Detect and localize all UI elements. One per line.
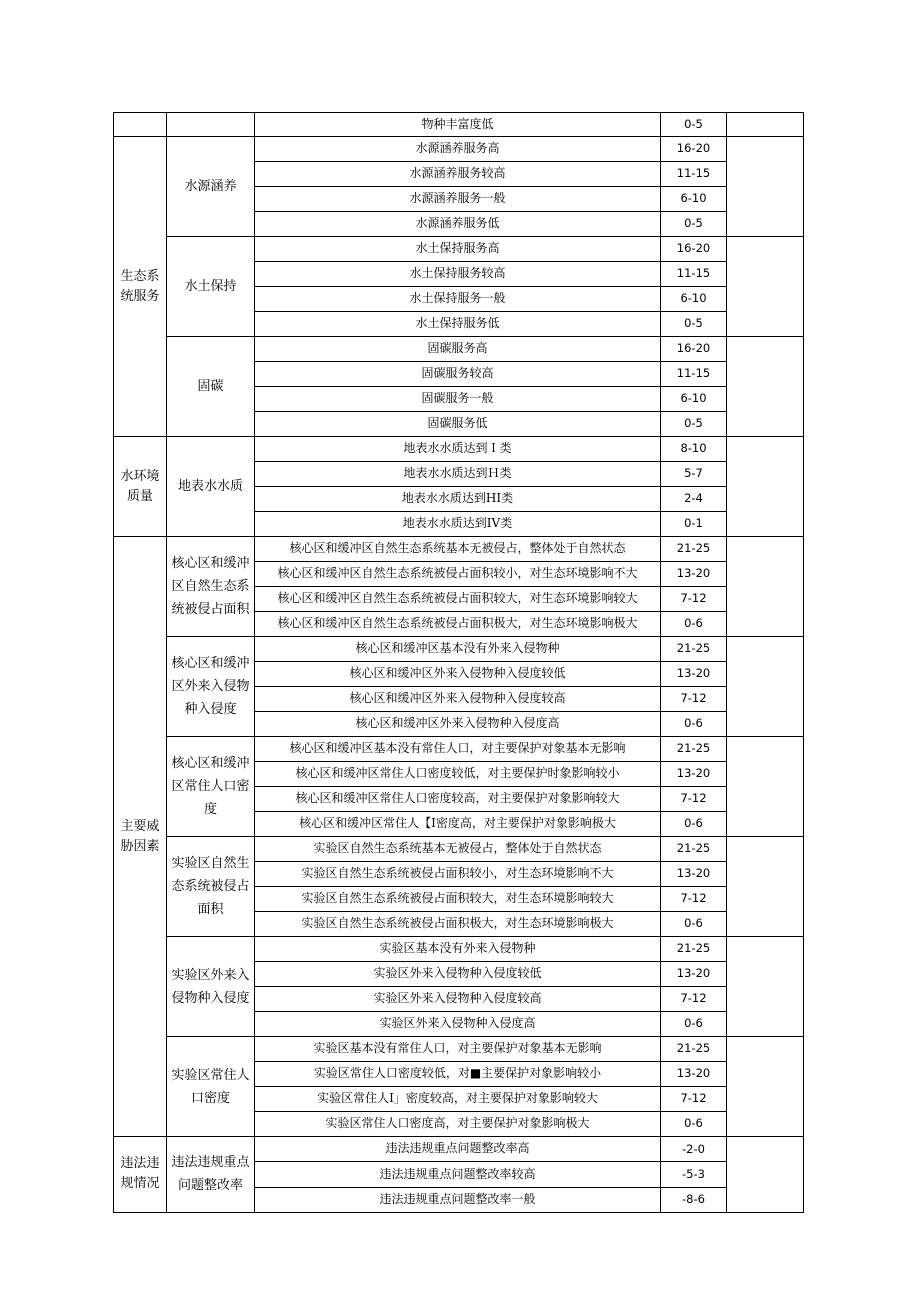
score-cell: 21-25 <box>661 837 727 862</box>
score-cell: 7-12 <box>661 687 727 712</box>
score-cell: 16-20 <box>661 137 727 162</box>
remark-cell <box>727 1037 804 1137</box>
subcategory-cell: 核心区和缓冲区常住人口密度 <box>167 737 255 837</box>
category-cell: 水环境质量 <box>114 437 167 537</box>
indicator-cell: 实验区自然生态系统被侵占面积极大，对生态环境影响极大 <box>255 912 661 937</box>
score-cell: 0-6 <box>661 812 727 837</box>
indicator-cell: 水源涵养服务高 <box>255 137 661 162</box>
subcategory-cell: 实验区常住人口密度 <box>167 1037 255 1137</box>
indicator-cell: 核心区和缓冲区外来入侵物种入侵度较高 <box>255 687 661 712</box>
remark-cell <box>727 1137 804 1213</box>
indicator-cell: 地表水水质达到Ｉ类 <box>255 437 661 462</box>
subcategory-cell: 实验区自然生态系统被侵占面积 <box>167 837 255 937</box>
indicator-cell: 水土保持服务较高 <box>255 262 661 287</box>
score-cell: 2-4 <box>661 487 727 512</box>
category-cell: 违法违规情况 <box>114 1137 167 1213</box>
indicator-cell: 实验区自然生态系统被侵占面积较小，对生态环境影响不大 <box>255 862 661 887</box>
indicator-cell: 水土保持服务高 <box>255 237 661 262</box>
score-cell: 11-15 <box>661 362 727 387</box>
indicator-cell: 核心区和缓冲区基本没有常住人口，对主要保护对象基本无影响 <box>255 737 661 762</box>
score-cell: 0-5 <box>661 312 727 337</box>
indicator-cell: 违法违规重点问题整改率高 <box>255 1137 661 1162</box>
score-cell: 0-6 <box>661 912 727 937</box>
indicator-cell: 实验区常住人I」密度较高，对主要保护对象影响较大 <box>255 1087 661 1112</box>
score-cell: 16-20 <box>661 337 727 362</box>
score-cell: 6-10 <box>661 387 727 412</box>
score-cell: -5-3 <box>661 1162 727 1187</box>
indicator-cell: 核心区和缓冲区自然生态系统被侵占面积极大，对生态环境影响极大 <box>255 612 661 637</box>
indicator-cell: 核心区和缓冲区常住人【I密度高，对主要保护对象影响极大 <box>255 812 661 837</box>
score-cell: -8-6 <box>661 1187 727 1212</box>
score-cell: 0-5 <box>661 113 727 137</box>
remark-cell <box>727 437 804 537</box>
indicator-cell: 固碳服务较高 <box>255 362 661 387</box>
score-cell: 13-20 <box>661 862 727 887</box>
subcategory-cell <box>167 113 255 137</box>
score-cell: 7-12 <box>661 887 727 912</box>
indicator-cell: 实验区外来入侵物种入侵度高 <box>255 1012 661 1037</box>
indicator-cell: 核心区和缓冲区外来入侵物种入侵度高 <box>255 712 661 737</box>
score-cell: 13-20 <box>661 762 727 787</box>
remark-cell <box>727 113 804 137</box>
table-row <box>114 937 804 962</box>
subcategory-cell: 实验区外来入侵物种入侵度 <box>167 937 255 1037</box>
table-row <box>114 337 804 362</box>
indicator-cell: 水土保持服务低 <box>255 312 661 337</box>
scoring-table-body <box>114 113 804 1213</box>
indicator-cell: 核心区和缓冲区常住人口密度较高，对主要保护对象影响较大 <box>255 787 661 812</box>
remark-cell <box>727 737 804 837</box>
indicator-cell: 水土保持服务一般 <box>255 287 661 312</box>
score-cell: 0-5 <box>661 212 727 237</box>
score-cell: 0-6 <box>661 712 727 737</box>
remark-cell <box>727 837 804 937</box>
indicator-cell: 核心区和缓冲区常住人口密度较低，对主要保护时象影响较小 <box>255 762 661 787</box>
table-row <box>114 113 804 137</box>
remark-cell <box>727 937 804 1037</box>
table-row <box>114 737 804 762</box>
score-cell: 6-10 <box>661 287 727 312</box>
score-cell: 16-20 <box>661 237 727 262</box>
table-row <box>114 137 804 162</box>
score-cell: 21-25 <box>661 1037 727 1062</box>
indicator-cell: 实验区自然生态系统被侵占面积较大，对生态环境影响较大 <box>255 887 661 912</box>
indicator-cell: 固碳服务高 <box>255 337 661 362</box>
indicator-cell: 实验区外来入侵物种入侵度较低 <box>255 962 661 987</box>
remark-cell <box>727 237 804 337</box>
indicator-cell: 实验区自然生态系统基本无被侵占，整体处于自然状态 <box>255 837 661 862</box>
score-cell: 21-25 <box>661 737 727 762</box>
score-cell: -2-0 <box>661 1137 727 1162</box>
score-cell: 7-12 <box>661 1087 727 1112</box>
subcategory-cell: 违法违规重点问题整改率 <box>167 1137 255 1213</box>
score-cell: 13-20 <box>661 1062 727 1087</box>
subcategory-cell: 地表水水质 <box>167 437 255 537</box>
indicator-cell: 核心区和缓冲区自然生态系统基本无被侵占，整体处于自然状态 <box>255 537 661 562</box>
remark-cell <box>727 137 804 237</box>
table-row <box>114 1137 804 1162</box>
indicator-cell: 地表水水质达到IV类 <box>255 512 661 537</box>
score-cell: 7-12 <box>661 587 727 612</box>
indicator-cell: 固碳服务低 <box>255 412 661 437</box>
remark-cell <box>727 337 804 437</box>
score-cell: 7-12 <box>661 787 727 812</box>
score-cell: 0-6 <box>661 1112 727 1137</box>
subcategory-cell: 水源涵养 <box>167 137 255 237</box>
score-cell: 0-6 <box>661 612 727 637</box>
subcategory-cell: 核心区和缓冲区自然生态系统被侵占面积 <box>167 537 255 637</box>
indicator-cell: 实验区基本没有常住人口，对主要保护对象基本无影响 <box>255 1037 661 1062</box>
table-row <box>114 1037 804 1062</box>
category-cell <box>114 113 167 137</box>
score-cell: 6-10 <box>661 187 727 212</box>
indicator-cell: 固碳服务一般 <box>255 387 661 412</box>
score-cell: 13-20 <box>661 662 727 687</box>
table-row <box>114 637 804 662</box>
indicator-cell: 核心区和缓冲区外来入侵物种入侵度较低 <box>255 662 661 687</box>
subcategory-cell: 固碳 <box>167 337 255 437</box>
indicator-cell: 水源涵养服务低 <box>255 212 661 237</box>
indicator-cell: 核心区和缓冲区自然生态系统被侵占面积较小，对生态环境影响不大 <box>255 562 661 587</box>
indicator-cell: 违法违规重点问题整改率一般 <box>255 1187 661 1212</box>
indicator-cell: 核心区和缓冲区基本没有外来入侵物种 <box>255 637 661 662</box>
score-cell: 11-15 <box>661 162 727 187</box>
table-row <box>114 237 804 262</box>
score-cell: 21-25 <box>661 937 727 962</box>
indicator-cell: 地表水水质达到Ｈ类 <box>255 462 661 487</box>
score-cell: 0-6 <box>661 1012 727 1037</box>
subcategory-cell: 核心区和缓冲区外来入侵物种入侵度 <box>167 637 255 737</box>
table-row <box>114 537 804 562</box>
score-cell: 5-7 <box>661 462 727 487</box>
indicator-cell: 实验区常住人口密度高，对主要保护对象影响极大 <box>255 1112 661 1137</box>
score-cell: 0-5 <box>661 412 727 437</box>
indicator-cell: 实验区基本没有外来入侵物种 <box>255 937 661 962</box>
remark-cell <box>727 537 804 637</box>
indicator-cell: 违法违规重点问题整改率较高 <box>255 1162 661 1187</box>
table-row <box>114 437 804 462</box>
table-row <box>114 837 804 862</box>
indicator-cell: 地表水水质达到HI类 <box>255 487 661 512</box>
indicator-cell: 物种丰富度低 <box>255 113 661 137</box>
score-cell: 21-25 <box>661 537 727 562</box>
category-cell: 主要威胁因素 <box>114 537 167 1137</box>
score-cell: 13-20 <box>661 962 727 987</box>
score-cell: 8-10 <box>661 437 727 462</box>
scoring-table <box>113 112 804 1213</box>
indicator-cell: 实验区外来入侵物种入侵度较高 <box>255 987 661 1012</box>
category-cell: 生态系统服务 <box>114 137 167 437</box>
indicator-cell: 实验区常住人口密度较低，对■主要保护对象影响较小 <box>255 1062 661 1087</box>
score-cell: 21-25 <box>661 637 727 662</box>
subcategory-cell: 水土保持 <box>167 237 255 337</box>
score-cell: 7-12 <box>661 987 727 1012</box>
score-cell: 13-20 <box>661 562 727 587</box>
indicator-cell: 水源涵养服务较高 <box>255 162 661 187</box>
indicator-cell: 核心区和缓冲区自然生态系统被侵占面积较大，对生态环境影响较大 <box>255 587 661 612</box>
score-cell: 0-1 <box>661 512 727 537</box>
score-cell: 11-15 <box>661 262 727 287</box>
remark-cell <box>727 637 804 737</box>
indicator-cell: 水源涵养服务一般 <box>255 187 661 212</box>
